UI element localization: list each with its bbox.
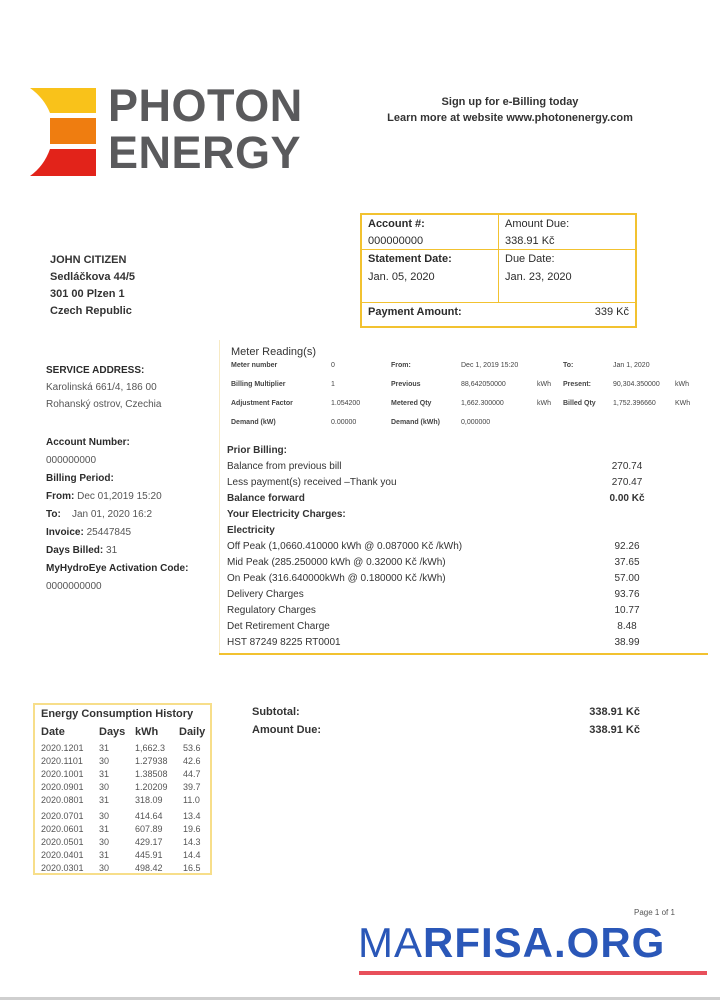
history-row: 2020.0501 30 429.17 14.3 — [41, 837, 201, 847]
history-row: 2020.0901 30 1.20209 39.7 — [41, 782, 201, 792]
activation-code-label: MyHydroEye Activation Code: — [46, 563, 189, 574]
customer-country: Czech Republic — [50, 305, 132, 317]
history-row: 2020.0301 30 498.42 16.5 — [41, 863, 201, 873]
activation-code-value: 0000000000 — [46, 581, 102, 592]
invoice: Invoice: 25447845 — [46, 527, 132, 538]
history-row: 2020.0701 30 414.64 13.4 — [41, 811, 201, 821]
account-label: Account #: — [368, 218, 425, 230]
account-value: 000000000 — [368, 235, 424, 247]
promo-line-1: Sign up for e-Billing today — [441, 96, 579, 108]
meter-row: Meter number 0 From: Dec 1, 2019 15:20 To: Jan 1, 2020 — [231, 362, 650, 369]
service-address-label: SERVICE ADDRESS: — [46, 365, 145, 376]
payment-amount-label: Payment Amount: — [368, 306, 462, 318]
charge-row: Less payment(s) received –Thank you 270.47 — [227, 477, 643, 488]
history-row: 2020.0801 31 318.09 11.0 — [41, 795, 200, 805]
account-number-label: Account Number: — [46, 437, 130, 448]
meter-readings-title: Meter Reading(s) — [231, 346, 316, 358]
charge-row: Your Electricity Charges: — [227, 509, 346, 520]
history-row: 2020.1201 31 1,662.3 53.6 — [41, 743, 201, 753]
section-divider — [219, 340, 220, 653]
amount-due-row: Amount Due: 338.91 Kč — [252, 724, 640, 736]
promo-website[interactable]: Learn more at website www.photonenergy.com — [387, 112, 633, 124]
page-number: Page 1 of 1 — [634, 908, 675, 917]
charge-row: Mid Peak (285.250000 kWh @ 0.32000 Kč /kWh) 37.65 — [227, 557, 640, 568]
due-date-label: Due Date: — [505, 253, 555, 265]
service-address — [46, 362, 161, 413]
charge-row: Delivery Charges 93.76 — [227, 589, 640, 600]
energy-consumption-history: Energy Consumption History Date Days kWh Daily 2020.1201 31 1,662.3 53.6 2020.1101 30 1.27938 42.6 2020.1001 31 1.38508 44.7 2020.0901 30 1.20209 39.7 2020.0801 31 318.09 11.0 2020.0701 30 414.64 13.4 2020.0601 31 607.89 19.6 2020.0501 30 429.17 14.3 2020.0401 31 445.91 14.4 2020.0301 30 498.42 16.5 — [33, 703, 212, 875]
charge-row: Regulatory Charges 10.77 — [227, 605, 640, 616]
account-summary-box — [360, 213, 637, 328]
charge-row: On Peak (316.640000kWh @ 0.180000 Kč /kWh) 57.00 — [227, 573, 640, 584]
amount-due-label: Amount Due: — [505, 218, 570, 230]
customer-address — [50, 252, 135, 320]
charge-row: Balance forward 0.00 Kč — [227, 493, 645, 504]
service-address-line-2: Rohanský ostrov, Czechia — [46, 399, 162, 410]
company-name: PHOTON ENERGY — [108, 80, 303, 178]
charge-row: Balance from previous bill 270.74 — [227, 461, 643, 472]
history-row: 2020.1101 30 1.27938 42.6 — [41, 756, 201, 766]
due-date-value: Jan. 23, 2020 — [505, 271, 572, 283]
history-row: 2020.1001 31 1.38508 44.7 — [41, 769, 201, 779]
meter-row: Demand (kW) 0.00000 Demand (kWh) 0,000000 — [231, 419, 491, 426]
charges-divider — [219, 653, 708, 655]
meter-row: Adjustment Factor 1.054200 Metered Qty 1,662.300000 kWh Billed Qty 1,752.396660 KWh — [231, 400, 691, 407]
billing-from: From: Dec 01,2019 15:20 — [46, 491, 162, 502]
watermark-underline — [359, 971, 707, 975]
customer-name: JOHN CITIZEN — [50, 254, 127, 266]
payment-amount-value: 339 Kč — [594, 306, 629, 318]
account-info — [46, 434, 188, 596]
history-row: 2020.0401 31 445.91 14.4 — [41, 850, 201, 860]
billing-period-label: Billing Period: — [46, 473, 114, 484]
company-logo — [30, 80, 303, 180]
account-number-value: 000000000 — [46, 455, 97, 466]
customer-city: 301 00 Plzen 1 — [50, 288, 125, 300]
charge-row: Off Peak (1,0660.410000 kWh @ 0.087000 Kč /kWh) 92.26 — [227, 541, 640, 552]
charge-row: Electricity — [227, 525, 275, 536]
charge-row: Det Retirement Charge 8.48 — [227, 621, 637, 632]
subtotal-row: Subtotal: 338.91 Kč — [252, 706, 640, 718]
statement-date-value: Jan. 05, 2020 — [368, 271, 435, 283]
history-row: 2020.0601 31 607.89 19.6 — [41, 824, 201, 834]
days-billed: Days Billed: 31 — [46, 545, 118, 556]
amount-due-value: 338.91 Kč — [505, 235, 555, 247]
service-address-line-1: Karolinská 661/4, 186 00 — [46, 382, 157, 393]
photon-energy-logo-icon — [30, 88, 96, 176]
meter-row: Billing Multiplier 1 Previous 88,642050000 kWh Present: 90,304.350000 kWh — [231, 381, 689, 388]
statement-date-label: Statement Date: — [368, 253, 452, 265]
history-title: Energy Consumption History — [41, 708, 194, 720]
ebilling-promo — [350, 94, 670, 126]
customer-street: Sedláčkova 44/5 — [50, 271, 136, 283]
charge-row: HST 87249 8225 RT0001 38.99 — [227, 637, 640, 648]
watermark: MARFISA.ORG — [358, 919, 666, 966]
billing-to: To: Jan 01, 2020 16:2 — [46, 509, 153, 520]
prior-billing-label: Prior Billing: — [227, 445, 287, 456]
